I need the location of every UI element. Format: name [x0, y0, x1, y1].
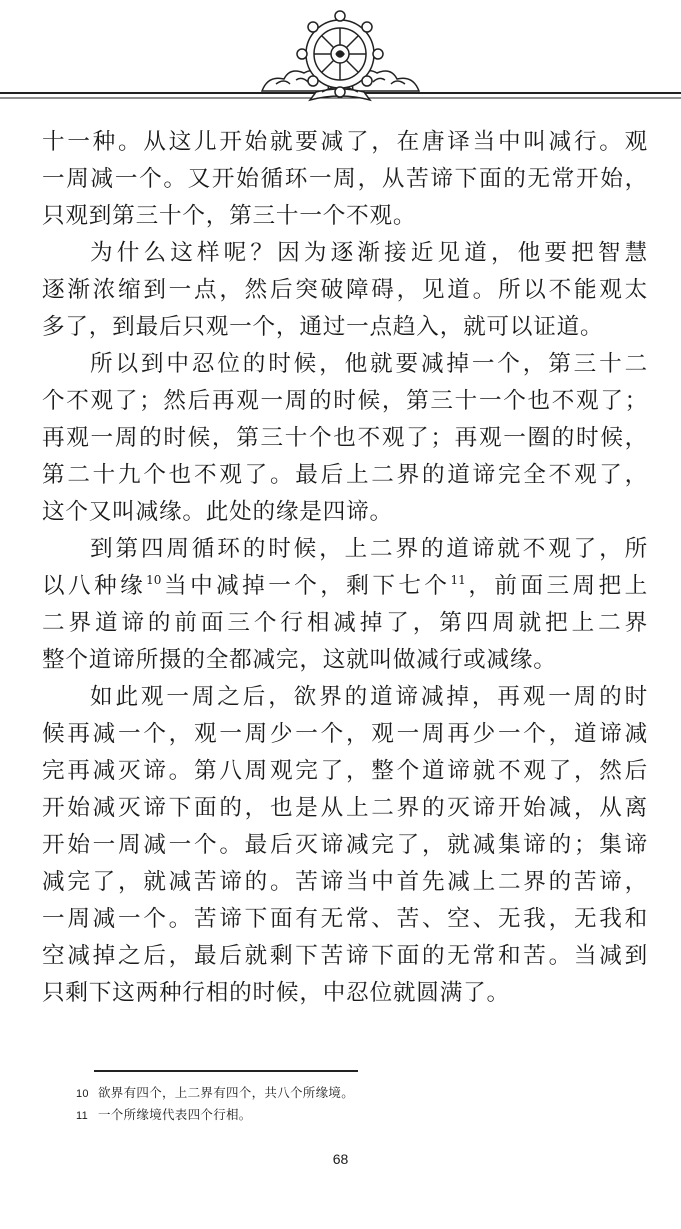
text-line	[42, 679, 648, 716]
text-line	[42, 420, 648, 457]
text-run: 候再减一个，观一周少一个，观一周再少一个，道谛减	[42, 721, 648, 747]
text-line	[42, 124, 648, 161]
text-line	[42, 568, 648, 605]
text-line	[42, 716, 648, 753]
text-run: 开始减灭谛下面的，也是从上二界的灭谛开始减，从离	[42, 795, 648, 821]
text-run: 第二十九个也不观了。最后上二界的道谛完全不观了，	[42, 462, 648, 488]
text-run: 为什么这样呢？因为逐渐接近见道，他要把智慧	[90, 240, 648, 266]
text-run: 多了，到最后只观一个，通过一点趋入，就可以证道。	[42, 314, 604, 340]
text-run: ，前面三周把上	[465, 573, 648, 599]
text-line	[42, 642, 648, 679]
page-header-ornament	[0, 0, 681, 110]
text-run: 一周减一个。又开始循环一周，从苦谛下面的无常开始，	[42, 166, 648, 192]
footnote-ref: 10	[146, 573, 162, 587]
text-run: 开始一周减一个。最后灭谛减完了，就减集谛的；集谛	[42, 832, 648, 858]
text-run: 完再减灭谛。第八周观完了，整个道谛就不观了，然后	[42, 758, 648, 784]
text-run: 整个道谛所摄的全都减完，这就叫做减行或减缘。	[42, 647, 557, 673]
text-line	[42, 272, 648, 309]
text-line	[42, 901, 648, 938]
text-line	[42, 161, 648, 198]
page-number: 68	[332, 1151, 349, 1167]
text-line	[42, 383, 648, 420]
text-line	[42, 494, 648, 531]
text-run: 二界道谛的前面三个行相减掉了，第四周就把上二界	[42, 610, 648, 636]
text-line	[42, 864, 648, 901]
text-run: 到第四周循环的时候，上二界的道谛就不观了，所	[90, 536, 648, 562]
footnote-text: 欲界有四个，上二界有四个，共八个所缘境。	[98, 1085, 355, 1100]
footnote-10	[76, 1084, 354, 1103]
text-run: 十一种。从这儿开始就要减了，在唐译当中叫减行。观	[42, 129, 648, 155]
text-line	[42, 753, 648, 790]
text-run: 个不观了；然后再观一周的时候，第三十一个也不观了；	[42, 388, 648, 414]
text-run: 逐渐浓缩到一点，然后突破障碍，见道。所以不能观太	[42, 277, 648, 303]
text-run: 如此观一周之后，欲界的道谛减掉，再观一周的时	[90, 684, 648, 710]
text-run: 一周减一个。苦谛下面有无常、苦、空、无我，无我和	[42, 906, 648, 932]
footnote-ref: 11	[450, 573, 466, 587]
text-line	[42, 827, 648, 864]
footnote-number: 10	[76, 1088, 89, 1100]
text-run: 只剩下这两种行相的时候，中忍位就圆满了。	[42, 980, 510, 1006]
text-line	[42, 790, 648, 827]
footnote-text: 一个所缘境代表四个行相。	[98, 1107, 252, 1122]
text-line	[42, 531, 648, 568]
text-run: 空减掉之后，最后就剩下苦谛下面的无常和苦。当减到	[42, 943, 648, 969]
header-svg	[0, 0, 681, 110]
text-line	[42, 346, 648, 383]
paragraph	[42, 346, 648, 531]
text-line	[42, 235, 648, 272]
text-run: 当中减掉一个，剩下七个	[161, 573, 451, 599]
text-run: 所以到中忍位的时候，他就要减掉一个，第三十二	[90, 351, 648, 377]
paragraph	[42, 124, 648, 235]
text-line	[42, 457, 648, 494]
footnote-number: 11	[76, 1110, 89, 1122]
text-run: 以八种缘	[42, 573, 147, 599]
text-line	[42, 309, 648, 346]
text-line	[42, 605, 648, 642]
text-run: 再观一周的时候，第三十个也不观了；再观一圈的时候，	[42, 425, 648, 451]
text-run: 这个又叫减缘。此处的缘是四谛。	[42, 499, 393, 525]
body-text	[42, 124, 648, 1012]
paragraph	[42, 531, 648, 679]
paragraph	[42, 235, 648, 346]
paragraph	[42, 679, 648, 1012]
footnote-separator	[94, 1070, 358, 1072]
text-line	[42, 975, 648, 1012]
footnote-11	[76, 1106, 252, 1125]
text-line	[42, 198, 648, 235]
text-line	[42, 938, 648, 975]
text-run: 只观到第三十个，第三十一个不观。	[42, 203, 417, 229]
text-run: 减完了，就减苦谛的。苦谛当中首先减上二界的苦谛，	[42, 869, 648, 895]
